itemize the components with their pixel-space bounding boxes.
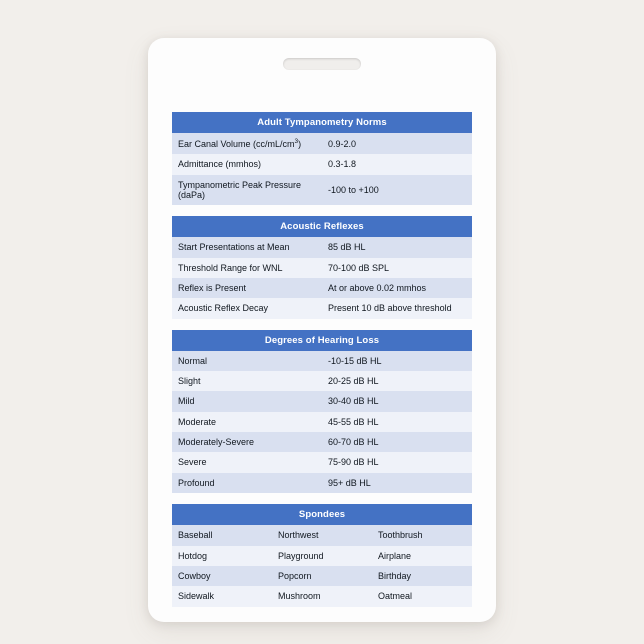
- table-adult-tympanometry-norms: [172, 112, 472, 205]
- table-row: [172, 154, 472, 174]
- row-label: Tympanometric Peak Pressure (daPa): [172, 175, 322, 206]
- row-value: -100 to +100: [322, 175, 472, 206]
- row-value: -10-15 dB HL: [322, 351, 472, 371]
- row-value: 20-25 dB HL: [322, 371, 472, 391]
- table-row: [172, 175, 472, 206]
- table-title: Acoustic Reflexes: [172, 216, 472, 237]
- row-value: 0.9-2.0: [322, 133, 472, 154]
- table-row: [172, 258, 472, 278]
- row-label: Reflex is Present: [172, 278, 322, 298]
- table-row: [172, 586, 472, 606]
- badge-slot: [283, 58, 361, 70]
- table-header-row: [172, 330, 472, 351]
- table-row: [172, 473, 472, 493]
- table-row: [172, 525, 472, 545]
- table-title: Spondees: [172, 504, 472, 525]
- badge-content: [172, 112, 472, 618]
- table-row: [172, 391, 472, 411]
- row-value: 95+ dB HL: [322, 473, 472, 493]
- spondee-word: Toothbrush: [372, 525, 472, 545]
- spondee-word: Oatmeal: [372, 586, 472, 606]
- row-value: 0.3-1.8: [322, 154, 472, 174]
- row-label: Ear Canal Volume $(cc/mL/cm^3)$: [172, 133, 322, 154]
- table-row: [172, 237, 472, 257]
- row-label: Profound: [172, 473, 322, 493]
- row-value: 45-55 dB HL: [322, 412, 472, 432]
- row-label: Mild: [172, 391, 322, 411]
- table-header-row: [172, 504, 472, 525]
- spondee-word: Cowboy: [172, 566, 272, 586]
- id-badge-card: [148, 38, 496, 622]
- table-header-row: [172, 216, 472, 237]
- spondee-word: Northwest: [272, 525, 372, 545]
- row-value: 85 dB HL: [322, 237, 472, 257]
- row-label: Start Presentations at Mean: [172, 237, 322, 257]
- row-label: Slight: [172, 371, 322, 391]
- spondee-word: Birthday: [372, 566, 472, 586]
- row-label: Moderate: [172, 412, 322, 432]
- spondee-word: Popcorn: [272, 566, 372, 586]
- row-value: 75-90 dB HL: [322, 452, 472, 472]
- spondee-word: Sidewalk: [172, 586, 272, 606]
- row-value: 70-100 dB SPL: [322, 258, 472, 278]
- row-value: At or above 0.02 mmhos: [322, 278, 472, 298]
- table-row: [172, 133, 472, 154]
- spondee-word: Mushroom: [272, 586, 372, 606]
- row-value: 30-40 dB HL: [322, 391, 472, 411]
- table-row: [172, 546, 472, 566]
- row-label: Admittance (mmhos): [172, 154, 322, 174]
- table-row: [172, 278, 472, 298]
- table-spondees: [172, 504, 472, 606]
- row-value: Present 10 dB above threshold: [322, 298, 472, 318]
- row-label: Moderately-Severe: [172, 432, 322, 452]
- table-row: [172, 412, 472, 432]
- row-label: Threshold Range for WNL: [172, 258, 322, 278]
- table-title: Adult Tympanometry Norms: [172, 112, 472, 133]
- row-label: Severe: [172, 452, 322, 472]
- table-row: [172, 432, 472, 452]
- table-row: [172, 566, 472, 586]
- table-row: [172, 351, 472, 371]
- spondee-word: Airplane: [372, 546, 472, 566]
- table-row: [172, 371, 472, 391]
- table-header-row: [172, 112, 472, 133]
- table-row: [172, 452, 472, 472]
- spondee-word: Hotdog: [172, 546, 272, 566]
- table-degrees-of-hearing-loss: [172, 330, 472, 493]
- table-acoustic-reflexes: [172, 216, 472, 318]
- row-label: Normal: [172, 351, 322, 371]
- table-row: [172, 298, 472, 318]
- superscript: 3: [294, 138, 299, 145]
- row-value: 60-70 dB HL: [322, 432, 472, 452]
- table-title: Degrees of Hearing Loss: [172, 330, 472, 351]
- row-label: Acoustic Reflex Decay: [172, 298, 322, 318]
- spondee-word: Playground: [272, 546, 372, 566]
- spondee-word: Baseball: [172, 525, 272, 545]
